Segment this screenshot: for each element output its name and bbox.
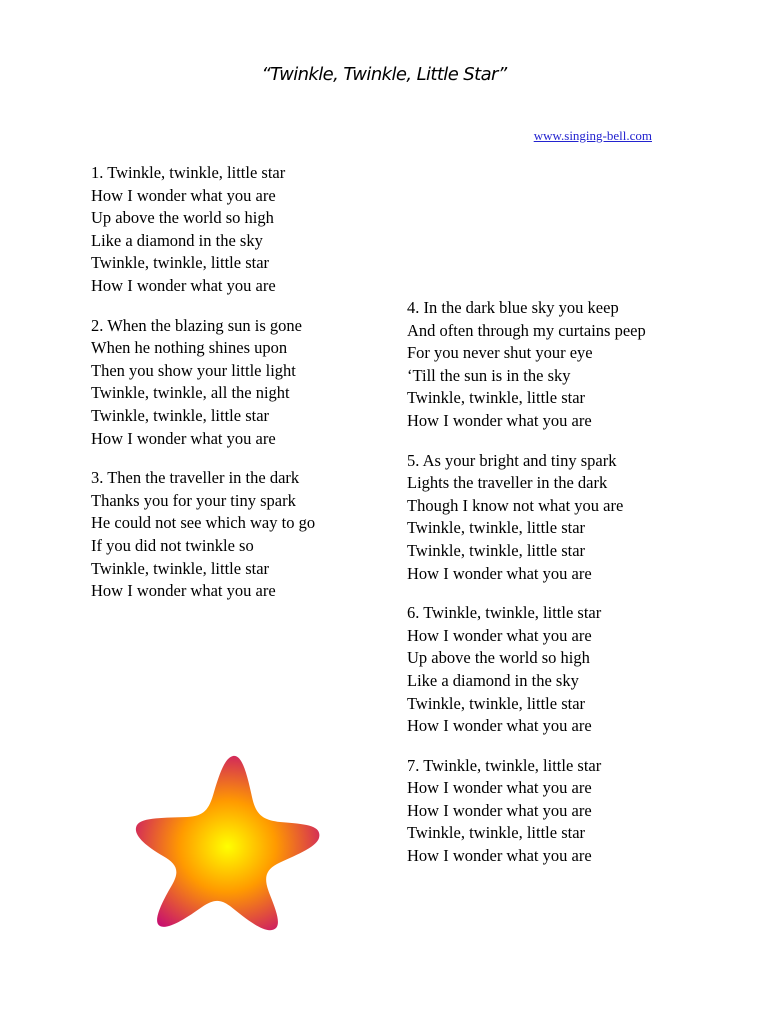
song-title: “Twinkle, Twinkle, Little Star” xyxy=(261,64,507,85)
verse-line: How I wonder what you are xyxy=(91,581,276,601)
verse xyxy=(91,315,315,451)
verse-line: How I wonder what you are xyxy=(91,428,276,448)
verse-line: He could not see which way to go xyxy=(91,513,316,533)
verse-line: 1. Twinkle, twinkle, little star xyxy=(91,163,286,182)
source-link[interactable]: www.singing-bell.com xyxy=(533,128,652,143)
verse xyxy=(91,467,315,603)
verse-line: How I wonder what you are xyxy=(407,625,592,645)
verse-line: 2. When the blazing sun is gone xyxy=(91,315,302,335)
verse-line: How I wonder what you are xyxy=(91,275,276,295)
right-column xyxy=(407,297,646,885)
verse-line: Up above the world so high xyxy=(91,208,274,228)
verse-line: Though I know not what you are xyxy=(407,495,624,515)
left-column xyxy=(91,162,315,620)
verse-line: Lights the traveller in the dark xyxy=(407,473,608,493)
verse-line: 7. Twinkle, twinkle, little star xyxy=(407,755,602,775)
verse-line: How I wonder what you are xyxy=(407,778,592,798)
verse-line: How I wonder what you are xyxy=(407,800,592,820)
verse-line: Twinkle, twinkle, little star xyxy=(91,253,270,273)
verse xyxy=(407,755,646,868)
verse-line: How I wonder what you are xyxy=(407,846,592,866)
verse-line: Twinkle, twinkle, little star xyxy=(407,518,586,538)
verse-line: How I wonder what you are xyxy=(407,410,592,430)
verse-line: 3. Then the traveller in the dark xyxy=(91,468,300,488)
verse xyxy=(407,297,646,433)
star-icon xyxy=(130,752,325,932)
verse-line: Like a diamond in the sky xyxy=(407,670,579,690)
verse-line: If you did not twinkle so xyxy=(91,535,254,555)
verse xyxy=(91,162,315,298)
verse-line: Twinkle, twinkle, little star xyxy=(407,540,586,560)
verse-line: How I wonder what you are xyxy=(407,563,592,583)
verse xyxy=(407,450,646,586)
verse-line: Thanks you for your tiny spark xyxy=(91,490,296,510)
verse-line: Up above the world so high xyxy=(407,648,590,668)
verse-line: 6. Twinkle, twinkle, little star xyxy=(407,603,602,623)
verse-line: 4. In the dark blue sky you keep xyxy=(407,298,619,317)
verse-line: Like a diamond in the sky xyxy=(91,230,263,250)
verse-line: Twinkle, twinkle, little star xyxy=(407,388,586,408)
verse-line: How I wonder what you are xyxy=(91,185,276,205)
verse-line: Twinkle, twinkle, little star xyxy=(91,405,270,425)
verse-line: Twinkle, twinkle, little star xyxy=(91,558,270,578)
verse xyxy=(407,602,646,738)
verse-line: And often through my curtains peep xyxy=(407,320,646,340)
verse-line: When he nothing shines upon xyxy=(91,338,288,358)
verse-line: ‘Till the sun is in the sky xyxy=(407,365,571,385)
verse-line: Then you show your little light xyxy=(91,360,296,380)
verse-line: Twinkle, twinkle, all the night xyxy=(91,383,290,403)
verse-line: Twinkle, twinkle, little star xyxy=(407,823,586,843)
verse-line: 5. As your bright and tiny spark xyxy=(407,450,617,470)
verse-line: How I wonder what you are xyxy=(407,716,592,736)
verse-line: For you never shut your eye xyxy=(407,343,593,363)
verse-line: Twinkle, twinkle, little star xyxy=(407,693,586,713)
